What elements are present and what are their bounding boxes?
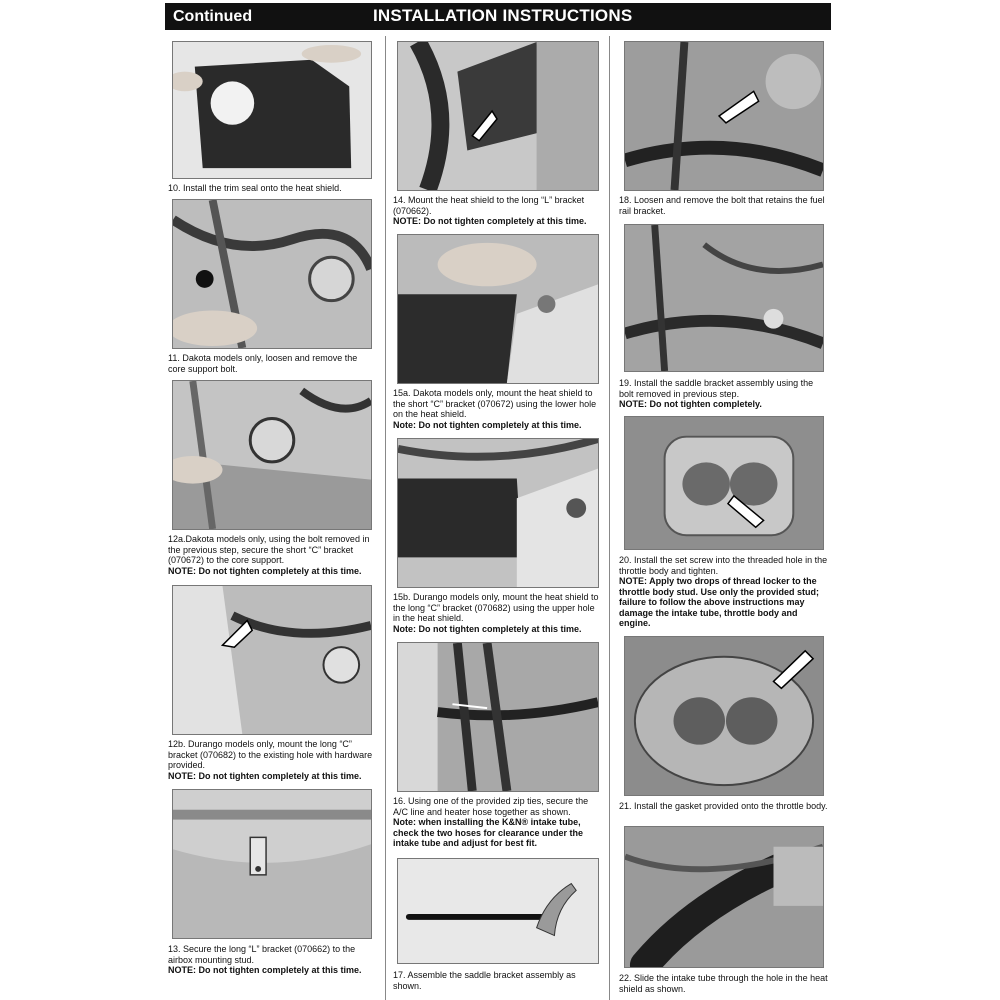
step-11-caption: 11. Dakota models only, loosen and remove the core support bolt. (168, 353, 358, 374)
step-12a-caption: 12a.Dakota models only, using the bolt removed in the previous step, secure the short “C” bracket (070672) to the core support. NOTE: Do not tighten completely at this time. (168, 534, 370, 576)
step-21-caption: 21. Install the gasket provided onto the throttle body. (619, 801, 828, 811)
step-15a-photo (397, 234, 599, 384)
step-22-caption: 22. Slide the intake tube through the hole in the heat shield as shown. (619, 973, 828, 994)
step-10-caption: 10. Install the trim seal onto the heat shield. (168, 183, 342, 193)
step-18-photo (624, 41, 824, 191)
step-12b-caption: 12b. Durango models only, mount the long “C” bracket (070682) to the existing hole with hardware provided. NOTE: Do not tighten completely at this time. (168, 739, 373, 781)
step-15b-photo (397, 438, 599, 588)
step-21-photo (624, 636, 824, 796)
step-22-photo (624, 826, 824, 968)
step-15b-caption: 15b. Durango models only, mount the heat shield to the long “C” bracket (070682) using the upper hole in the heat shield. Note: Do not tighten completely at this time. (393, 592, 599, 634)
step-14-caption: 14. Mount the heat shield to the long “L” bracket (070662). NOTE: Do not tighten completely at this time. (393, 195, 587, 226)
step-14-photo (397, 41, 599, 191)
page-title: INSTALLATION INSTRUCTIONS (373, 6, 633, 25)
step-16-caption: 16. Using one of the provided zip ties, secure the A/C line and heater hose together as shown. Note: when installing the K&N® intake tube, check the two hoses for clearance under the intake tube and adjust for best fit. (393, 796, 589, 848)
step-20-photo (624, 416, 824, 550)
step-13-photo (172, 789, 372, 939)
step-12b-photo (172, 585, 372, 735)
step-20-caption: 20. Install the set screw into the threaded hole in the throttle body and tighten. NOTE: Apply two drops of thread locker to the throttle body stud. Use only the provided stud; failure to follow the above instructions may damage the intake tube, throttle body and engine. (619, 555, 828, 628)
step-17-caption: 17. Assemble the saddle bracket assembly as shown. (393, 970, 576, 991)
step-16-photo (397, 642, 599, 792)
step-11-photo (172, 199, 372, 349)
step-17-photo (397, 858, 599, 964)
step-15a-caption: 15a. Dakota models only, mount the heat shield to the short “C” bracket (070672) using the lower hole on the heat shield. Note: Do not tighten completely at this time. (393, 388, 597, 430)
column-divider-2 (609, 36, 610, 1000)
step-18-caption: 18. Loosen and remove the bolt that retains the fuel rail bracket. (619, 195, 825, 216)
step-19-caption: 19. Install the saddle bracket assembly using the bolt removed in previous step. NOTE: Do not tighten completely. (619, 378, 814, 409)
step-19-photo (624, 224, 824, 372)
continued-label: Continued (173, 8, 253, 25)
step-13-caption: 13. Secure the long “L” bracket (070662) to the airbox mounting stud. NOTE: Do not tighten completely at this time. (168, 944, 362, 975)
header-bar (165, 3, 831, 30)
column-divider-1 (385, 36, 386, 1000)
step-10-photo (172, 41, 372, 179)
step-12a-photo (172, 380, 372, 530)
